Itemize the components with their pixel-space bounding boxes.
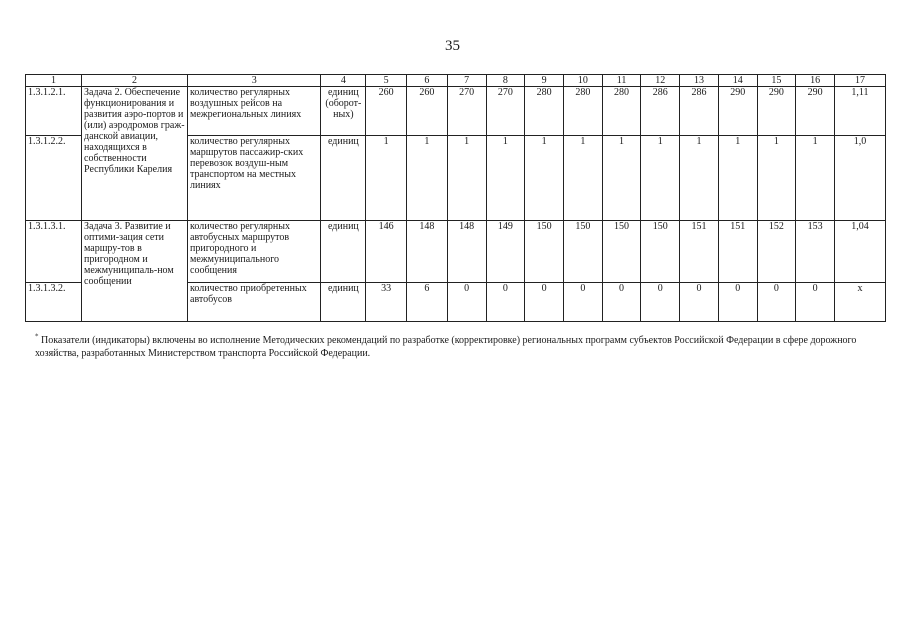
- value-cell: 290: [718, 87, 757, 136]
- column-header: 12: [641, 75, 680, 87]
- column-header: 11: [602, 75, 641, 87]
- column-header: 7: [447, 75, 486, 87]
- footnote: [35, 334, 870, 360]
- column-header: 13: [680, 75, 719, 87]
- indicator-cell: количество приобретенных автобусов: [188, 283, 321, 322]
- indicators-table: [25, 74, 886, 322]
- column-header: 9: [525, 75, 564, 87]
- value-cell: 153: [796, 221, 835, 283]
- indicator-cell: количество регулярных автобусных маршрутов пригородного и межмуниципального сообщения: [188, 221, 321, 283]
- footnote-text: Показатели (индикаторы) включены во исполнение Методических рекомендаций по разработке (корректировке) региональных программ субъектов Российской Федерации в сфере дорожного хозяйства, разработанных Министерством транспорта Российской Федерации.: [35, 335, 857, 359]
- value-cell: 1: [486, 136, 525, 221]
- value-cell: 6: [407, 283, 448, 322]
- column-header: 6: [407, 75, 448, 87]
- ratio-cell: 1,04: [834, 221, 885, 283]
- value-cell: 148: [447, 221, 486, 283]
- value-cell: 1: [563, 136, 602, 221]
- column-header: 2: [82, 75, 188, 87]
- value-cell: 149: [486, 221, 525, 283]
- value-cell: 270: [486, 87, 525, 136]
- value-cell: 1: [680, 136, 719, 221]
- task-cell: Задача 3. Развитие и оптими-зация сети маршру-тов в пригородном и межмуниципаль-ном сообщении: [82, 221, 188, 322]
- row-code: 1.3.1.3.2.: [26, 283, 82, 322]
- value-cell: 151: [680, 221, 719, 283]
- value-cell: 1: [407, 136, 448, 221]
- ratio-cell: 1,0: [834, 136, 885, 221]
- value-cell: 270: [447, 87, 486, 136]
- value-cell: 150: [525, 221, 564, 283]
- value-cell: 150: [641, 221, 680, 283]
- value-cell: 150: [563, 221, 602, 283]
- unit-cell: единиц (оборот-ных): [321, 87, 366, 136]
- unit-cell: единиц: [321, 221, 366, 283]
- value-cell: 0: [447, 283, 486, 322]
- column-header: 16: [796, 75, 835, 87]
- column-header: 8: [486, 75, 525, 87]
- value-cell: 0: [563, 283, 602, 322]
- column-header: 3: [188, 75, 321, 87]
- value-cell: 0: [486, 283, 525, 322]
- value-cell: 1: [641, 136, 680, 221]
- value-cell: 1: [718, 136, 757, 221]
- task-cell: Задача 2. Обеспечение функционирования и развития аэро-портов и (или) аэродромов граж-данской авиации, находящихся в собственности Республики Карелия: [82, 87, 188, 221]
- column-header: 10: [563, 75, 602, 87]
- value-cell: 1: [366, 136, 407, 221]
- value-cell: 0: [796, 283, 835, 322]
- column-header: 15: [757, 75, 796, 87]
- page-number: 35: [445, 38, 460, 54]
- value-cell: 286: [680, 87, 719, 136]
- value-cell: 0: [718, 283, 757, 322]
- value-cell: 280: [602, 87, 641, 136]
- value-cell: 0: [602, 283, 641, 322]
- unit-cell: единиц: [321, 136, 366, 221]
- ratio-cell: x: [834, 283, 885, 322]
- row-code: 1.3.1.3.1.: [26, 221, 82, 283]
- column-header: 14: [718, 75, 757, 87]
- value-cell: 260: [366, 87, 407, 136]
- column-header: 1: [26, 75, 82, 87]
- value-cell: 1: [525, 136, 564, 221]
- unit-cell: единиц: [321, 283, 366, 322]
- column-header: 5: [366, 75, 407, 87]
- header-row: [26, 75, 886, 87]
- value-cell: 1: [757, 136, 796, 221]
- column-header: 17: [834, 75, 885, 87]
- value-cell: 33: [366, 283, 407, 322]
- column-header: 4: [321, 75, 366, 87]
- value-cell: 1: [796, 136, 835, 221]
- value-cell: 0: [525, 283, 564, 322]
- value-cell: 0: [680, 283, 719, 322]
- value-cell: 290: [757, 87, 796, 136]
- row-code: 1.3.1.2.1.: [26, 87, 82, 136]
- value-cell: 146: [366, 221, 407, 283]
- value-cell: 286: [641, 87, 680, 136]
- value-cell: 148: [407, 221, 448, 283]
- ratio-cell: 1,11: [834, 87, 885, 136]
- value-cell: 151: [718, 221, 757, 283]
- value-cell: 0: [757, 283, 796, 322]
- value-cell: 1: [602, 136, 641, 221]
- value-cell: 1: [447, 136, 486, 221]
- table-row: [26, 221, 886, 283]
- value-cell: 280: [525, 87, 564, 136]
- value-cell: 152: [757, 221, 796, 283]
- footnote-marker: *: [35, 332, 39, 341]
- value-cell: 280: [563, 87, 602, 136]
- value-cell: 0: [641, 283, 680, 322]
- indicator-cell: количество регулярных воздушных рейсов на межрегиональных линиях: [188, 87, 321, 136]
- value-cell: 290: [796, 87, 835, 136]
- table-row: [26, 87, 886, 136]
- value-cell: 150: [602, 221, 641, 283]
- row-code: 1.3.1.2.2.: [26, 136, 82, 221]
- indicator-cell: количество регулярных маршрутов пассажир-ских перевозок воздуш-ным транспортом на местных линиях: [188, 136, 321, 221]
- value-cell: 260: [407, 87, 448, 136]
